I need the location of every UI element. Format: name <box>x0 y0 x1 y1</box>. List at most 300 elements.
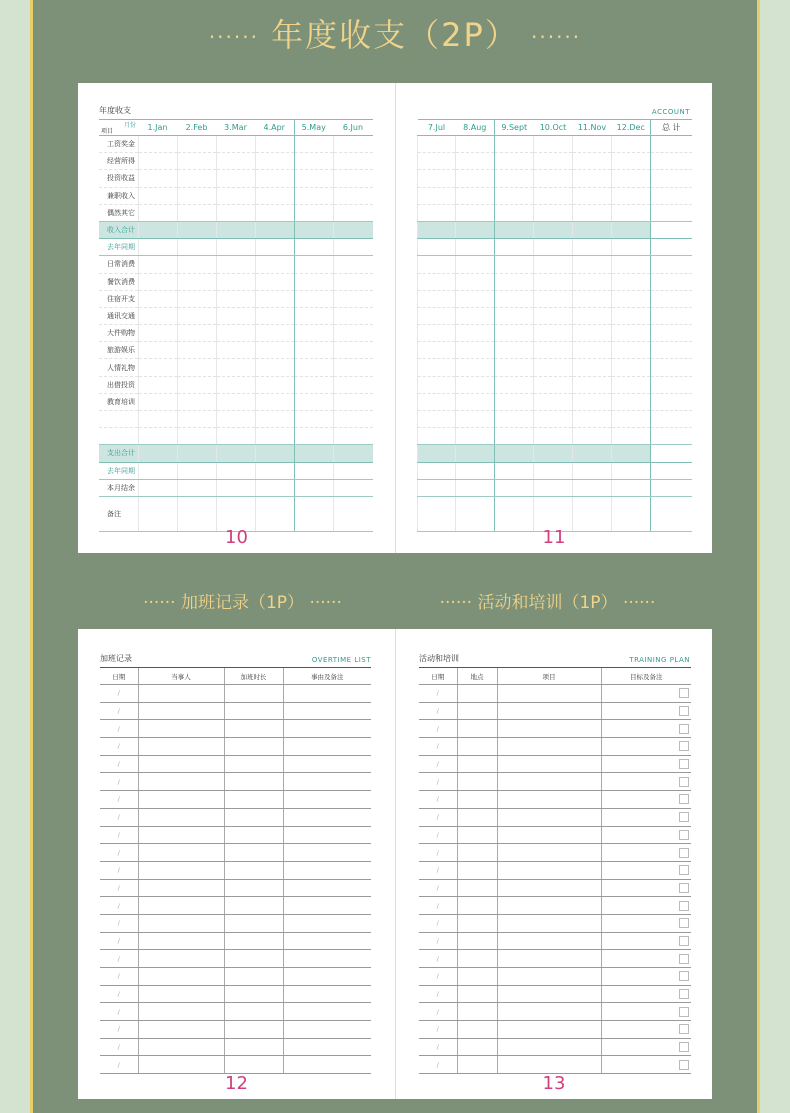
table-row <box>418 359 692 376</box>
date-cell: / <box>100 1056 138 1074</box>
checkbox[interactable] <box>679 954 689 964</box>
table-row <box>418 479 692 496</box>
training-section-title <box>350 588 745 613</box>
table-cell <box>283 702 371 720</box>
checkbox[interactable] <box>679 794 689 804</box>
annual-section-title <box>0 10 790 56</box>
table-cell <box>601 950 691 968</box>
table-cell <box>294 273 333 290</box>
table-cell <box>573 153 612 170</box>
table-cell <box>333 325 373 342</box>
table-cell <box>294 221 333 238</box>
table-cell <box>612 221 651 238</box>
table-cell <box>216 239 255 256</box>
table-cell <box>534 393 573 410</box>
table-cell <box>457 844 497 862</box>
table-cell <box>497 1021 601 1039</box>
table-cell <box>177 153 216 170</box>
table-cell <box>573 170 612 187</box>
total-cell <box>651 170 692 187</box>
table-cell <box>534 221 573 238</box>
total-cell <box>651 376 692 393</box>
table-cell <box>177 136 216 153</box>
table-cell <box>294 376 333 393</box>
month-header: 10.Oct <box>534 120 573 136</box>
table-cell <box>457 1003 497 1021</box>
table-cell <box>418 325 456 342</box>
table-row <box>100 685 371 703</box>
total-cell <box>651 325 692 342</box>
table-cell <box>283 773 371 791</box>
table-row <box>418 393 692 410</box>
table-cell <box>333 204 373 221</box>
table-cell <box>573 290 612 307</box>
table-row <box>99 479 373 496</box>
table-row <box>99 290 373 307</box>
table-cell <box>283 932 371 950</box>
table-row <box>418 342 692 359</box>
table-cell <box>573 136 612 153</box>
month-header: 5.May <box>294 120 333 136</box>
table-cell <box>418 428 456 445</box>
table-row <box>418 411 692 428</box>
table-cell <box>573 325 612 342</box>
annual-section-title-text: 年度收支（2P） <box>271 16 519 54</box>
table-cell <box>612 256 651 273</box>
table-cell <box>457 985 497 1003</box>
table-row <box>100 738 371 756</box>
table-cell <box>601 738 691 756</box>
table-row <box>419 1021 691 1039</box>
table-cell <box>294 307 333 324</box>
table-row <box>100 844 371 862</box>
table-cell <box>601 985 691 1003</box>
table-row <box>100 897 371 915</box>
table-cell <box>216 221 255 238</box>
table-cell <box>283 755 371 773</box>
table-cell <box>418 445 456 462</box>
row-label: 经营所得 <box>99 153 138 170</box>
table-cell <box>138 393 177 410</box>
table-header-row <box>418 120 692 136</box>
table-cell <box>294 462 333 479</box>
table-cell <box>216 325 255 342</box>
table-row <box>100 1038 371 1056</box>
table-cell <box>224 950 283 968</box>
checkbox[interactable] <box>679 865 689 875</box>
table-cell <box>177 445 216 462</box>
table-cell <box>495 136 534 153</box>
table-cell <box>573 307 612 324</box>
table-cell <box>283 897 371 915</box>
page-number: 11 <box>542 527 566 548</box>
table-cell <box>573 204 612 221</box>
table-row <box>419 702 691 720</box>
table-cell <box>138 411 177 428</box>
table-cell <box>255 273 294 290</box>
table-cell <box>216 136 255 153</box>
table-row <box>100 720 371 738</box>
table-cell <box>138 808 224 826</box>
table-cell <box>612 479 651 496</box>
table-cell <box>216 428 255 445</box>
table-cell <box>283 738 371 756</box>
table-cell <box>495 359 534 376</box>
table-cell <box>216 256 255 273</box>
table-row <box>99 325 373 342</box>
table-cell <box>255 204 294 221</box>
table-cell <box>601 914 691 932</box>
column-header: 加班时长 <box>224 668 283 685</box>
table-cell <box>612 204 651 221</box>
table-cell <box>418 273 456 290</box>
table-cell <box>255 136 294 153</box>
table-row <box>418 307 692 324</box>
table-row <box>419 791 691 809</box>
table-cell <box>497 861 601 879</box>
row-label: 偶然其它 <box>99 204 138 221</box>
table-cell <box>224 773 283 791</box>
month-header: 6.Jun <box>333 120 373 136</box>
table-row <box>419 720 691 738</box>
date-cell: / <box>419 685 457 703</box>
table-cell <box>534 290 573 307</box>
table-cell <box>495 239 534 256</box>
table-row <box>99 428 373 445</box>
table-cell <box>418 393 456 410</box>
table-cell <box>495 479 534 496</box>
table-cell <box>216 411 255 428</box>
date-cell: / <box>419 932 457 950</box>
table-cell <box>294 136 333 153</box>
table-cell <box>283 791 371 809</box>
date-cell: / <box>419 1003 457 1021</box>
table-cell <box>601 808 691 826</box>
date-cell: / <box>419 914 457 932</box>
table-cell <box>224 720 283 738</box>
table-cell <box>216 445 255 462</box>
checkbox[interactable] <box>679 901 689 911</box>
row-label: 通讯交通 <box>99 307 138 324</box>
overtime-table <box>100 667 371 1074</box>
table-cell <box>495 153 534 170</box>
table-cell <box>333 290 373 307</box>
table-cell <box>457 720 497 738</box>
table-cell <box>216 479 255 496</box>
checkbox[interactable] <box>679 936 689 946</box>
table-row <box>100 1021 371 1039</box>
table-cell <box>283 1021 371 1039</box>
checkbox[interactable] <box>679 1024 689 1034</box>
date-cell: / <box>100 897 138 915</box>
table-cell <box>601 826 691 844</box>
table-cell <box>177 187 216 204</box>
date-cell: / <box>419 861 457 879</box>
checkbox[interactable] <box>679 989 689 999</box>
date-cell: / <box>100 773 138 791</box>
table-cell <box>224 897 283 915</box>
page-number: 12 <box>225 1073 248 1094</box>
table-cell <box>333 359 373 376</box>
table-cell <box>294 204 333 221</box>
table-cell <box>457 897 497 915</box>
table-cell <box>497 968 601 986</box>
table-cell <box>573 273 612 290</box>
table-cell <box>216 393 255 410</box>
table-cell <box>497 685 601 703</box>
date-cell: / <box>419 897 457 915</box>
table-cell <box>216 342 255 359</box>
table-cell <box>283 1003 371 1021</box>
month-header: 1.Jan <box>138 120 177 136</box>
page-training <box>395 629 712 1099</box>
table-row <box>100 914 371 932</box>
table-cell <box>601 1021 691 1039</box>
corner-item: 项目 <box>101 128 114 135</box>
row-label: 去年同期 <box>99 239 138 256</box>
table-cell <box>294 153 333 170</box>
table-cell <box>333 411 373 428</box>
table-cell <box>534 204 573 221</box>
total-cell <box>651 462 692 479</box>
table-row <box>419 1038 691 1056</box>
checkbox[interactable] <box>679 1042 689 1052</box>
checkbox[interactable] <box>679 812 689 822</box>
table-cell <box>283 914 371 932</box>
table-row <box>99 187 373 204</box>
table-cell <box>534 342 573 359</box>
date-cell: / <box>419 808 457 826</box>
table-cell <box>457 738 497 756</box>
annual-table-right <box>417 119 692 532</box>
table-row <box>419 985 691 1003</box>
table-cell <box>601 755 691 773</box>
table-cell <box>294 445 333 462</box>
table-cell <box>138 738 224 756</box>
table-cell <box>255 445 294 462</box>
table-cell <box>612 136 651 153</box>
table-row <box>99 204 373 221</box>
table-cell <box>573 256 612 273</box>
table-cell <box>138 170 177 187</box>
checkbox[interactable] <box>679 1007 689 1017</box>
table-cell <box>138 290 177 307</box>
table-row <box>419 861 691 879</box>
table-cell <box>457 685 497 703</box>
date-cell: / <box>419 826 457 844</box>
total-cell <box>651 428 692 445</box>
table-cell <box>224 879 283 897</box>
table-cell <box>612 462 651 479</box>
checkbox[interactable] <box>679 971 689 981</box>
table-cell <box>177 204 216 221</box>
table-cell <box>255 221 294 238</box>
checkbox[interactable] <box>679 1060 689 1070</box>
table-cell <box>456 307 495 324</box>
table-cell <box>601 932 691 950</box>
table-cell <box>456 428 495 445</box>
table-cell <box>573 239 612 256</box>
table-cell <box>612 273 651 290</box>
total-header: 总 计 <box>651 120 692 136</box>
table-row <box>100 791 371 809</box>
table-cell <box>497 1003 601 1021</box>
checkbox[interactable] <box>679 830 689 840</box>
table-cell <box>138 861 224 879</box>
checkbox[interactable] <box>679 741 689 751</box>
table-cell <box>138 479 177 496</box>
table-cell <box>612 307 651 324</box>
table-cell <box>534 136 573 153</box>
row-label <box>99 428 138 445</box>
table-cell <box>283 720 371 738</box>
table-cell <box>457 879 497 897</box>
account-label: ACCOUNT <box>651 108 690 116</box>
table-cell <box>457 1021 497 1039</box>
table-cell <box>224 844 283 862</box>
table-cell <box>456 221 495 238</box>
table-cell <box>495 325 534 342</box>
table-cell <box>255 170 294 187</box>
table-cell <box>138 376 177 393</box>
checkbox[interactable] <box>679 759 689 769</box>
table-cell <box>138 136 177 153</box>
checkbox[interactable] <box>679 724 689 734</box>
table-cell <box>177 273 216 290</box>
overtime-title: 加班记录 <box>100 654 132 663</box>
table-cell <box>138 1003 224 1021</box>
table-cell <box>573 221 612 238</box>
table-row <box>419 738 691 756</box>
table-cell <box>138 221 177 238</box>
table-cell <box>283 844 371 862</box>
table-cell <box>573 462 612 479</box>
column-header: 日期 <box>100 668 138 685</box>
column-header: 地点 <box>457 668 497 685</box>
table-row <box>419 950 691 968</box>
page-number: 13 <box>542 1073 566 1094</box>
table-cell <box>255 462 294 479</box>
title-dots-left: ······ <box>143 593 176 613</box>
table-cell <box>255 479 294 496</box>
table-cell <box>456 376 495 393</box>
checkbox[interactable] <box>679 883 689 893</box>
table-cell <box>138 204 177 221</box>
date-cell: / <box>100 685 138 703</box>
title-dots-left: ······ <box>439 593 473 613</box>
month-header: 7.Jul <box>418 120 456 136</box>
table-cell <box>216 170 255 187</box>
table-cell <box>601 791 691 809</box>
table-row <box>100 702 371 720</box>
table-cell <box>497 826 601 844</box>
table-cell <box>333 428 373 445</box>
table-row <box>419 685 691 703</box>
table-cell <box>224 826 283 844</box>
checkbox[interactable] <box>679 848 689 858</box>
total-cell <box>651 153 692 170</box>
table-cell <box>601 720 691 738</box>
table-cell <box>457 950 497 968</box>
table-cell <box>612 170 651 187</box>
total-cell <box>651 445 692 462</box>
month-header: 2.Feb <box>177 120 216 136</box>
date-cell: / <box>419 702 457 720</box>
table-cell <box>294 239 333 256</box>
table-row <box>99 221 373 238</box>
table-cell <box>497 879 601 897</box>
column-header: 日期 <box>419 668 457 685</box>
table-cell <box>495 204 534 221</box>
table-cell <box>283 808 371 826</box>
table-cell <box>138 720 224 738</box>
table-cell <box>612 445 651 462</box>
table-cell <box>497 914 601 932</box>
table-cell <box>138 153 177 170</box>
date-cell: / <box>100 879 138 897</box>
table-cell <box>495 462 534 479</box>
table-cell <box>138 445 177 462</box>
checkbox[interactable] <box>679 918 689 928</box>
table-row <box>419 932 691 950</box>
table-cell <box>456 445 495 462</box>
title-dots-right: ······ <box>309 593 342 613</box>
checkbox[interactable] <box>679 706 689 716</box>
table-cell <box>418 342 456 359</box>
date-cell: / <box>100 755 138 773</box>
table-row <box>418 445 692 462</box>
month-header: 9.Sept <box>495 120 534 136</box>
table-cell <box>457 808 497 826</box>
table-cell <box>177 393 216 410</box>
table-cell <box>601 702 691 720</box>
table-cell <box>497 932 601 950</box>
month-header: 3.Mar <box>216 120 255 136</box>
table-cell <box>333 307 373 324</box>
date-cell: / <box>419 720 457 738</box>
table-row <box>100 826 371 844</box>
table-cell <box>601 968 691 986</box>
table-cell <box>216 187 255 204</box>
checkbox[interactable] <box>679 688 689 698</box>
table-cell <box>534 411 573 428</box>
table-cell <box>294 393 333 410</box>
table-row <box>418 187 692 204</box>
table-cell <box>612 359 651 376</box>
table-header-row <box>419 668 691 685</box>
checkbox[interactable] <box>679 777 689 787</box>
table-cell <box>138 914 224 932</box>
date-cell: / <box>419 773 457 791</box>
annual-title: 年度收支 <box>99 106 131 115</box>
table-cell <box>497 1056 601 1074</box>
table-row <box>100 861 371 879</box>
date-cell: / <box>419 1056 457 1074</box>
table-cell <box>294 256 333 273</box>
table-cell <box>138 256 177 273</box>
column-header: 目标及备注 <box>601 668 691 685</box>
table-cell <box>138 702 224 720</box>
table-cell <box>534 462 573 479</box>
table-row <box>418 239 692 256</box>
table-cell <box>138 359 177 376</box>
table-row <box>418 376 692 393</box>
table-cell <box>177 342 216 359</box>
table-cell <box>224 808 283 826</box>
month-header: 12.Dec <box>612 120 651 136</box>
table-cell <box>177 411 216 428</box>
corner-cell <box>99 120 138 136</box>
